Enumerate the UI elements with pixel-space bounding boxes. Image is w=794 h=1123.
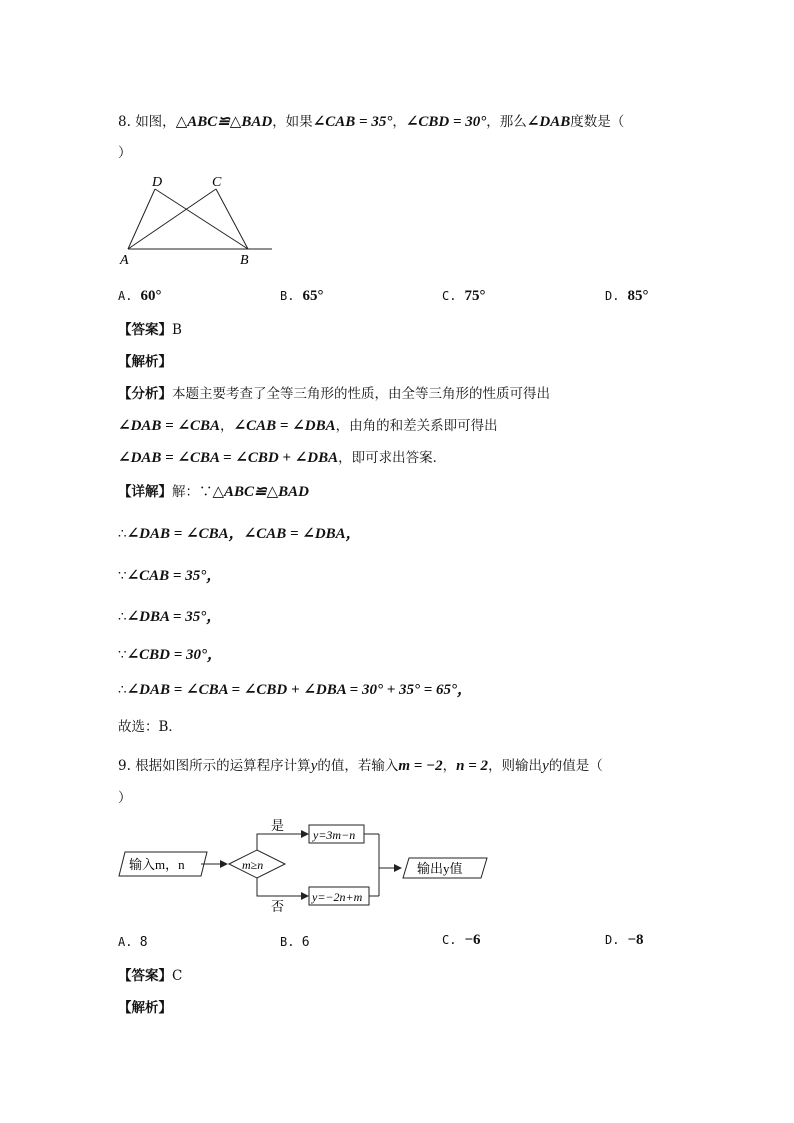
fenxi-sep: ， xyxy=(220,418,234,434)
q9-m-eq: m = −2 xyxy=(398,758,443,774)
q8-label-a: A xyxy=(120,253,129,268)
q8-sep: ， xyxy=(392,114,406,130)
option-letter: C. xyxy=(442,289,457,303)
step-symbol: ∴ xyxy=(118,609,127,625)
q8-step-3 xyxy=(118,607,221,627)
fenxi-label: 【分析】 xyxy=(118,386,172,402)
fenxi-eq1: ∠DAB = ∠CBA xyxy=(118,418,221,434)
q8-step-1 xyxy=(118,524,361,544)
answer-value: C xyxy=(172,968,183,984)
q9-answer xyxy=(118,966,182,986)
q9-post: 的值是（ xyxy=(548,758,603,774)
q9-label-yes: 是 xyxy=(271,818,285,833)
q8-analysis-label: 【解析】 xyxy=(118,354,172,370)
q8-post: 度数是（ xyxy=(570,114,625,130)
q8-fenxi-line3 xyxy=(118,448,446,468)
q8-step-4 xyxy=(118,645,222,665)
q8-given1: ∠CAB = 35° xyxy=(312,114,393,130)
fenxi-eq3: ∠DAB = ∠CBA = ∠CBD + ∠DBA xyxy=(118,450,339,466)
q8-segment-bd xyxy=(155,189,248,249)
q8-fenxi-line1 xyxy=(118,384,550,404)
q9-flowchart xyxy=(115,812,495,917)
fenxi-text3: ，即可求出答案． xyxy=(338,450,447,466)
option-value: 60° xyxy=(140,288,162,304)
step-expr: ∠DAB = ∠CBA = ∠CBD + ∠DBA = 30° + 35° = 65°， xyxy=(126,682,473,698)
q9-input-text: 输入m，n xyxy=(129,857,185,872)
q8-label-c: C xyxy=(212,175,222,190)
option-letter: A. xyxy=(118,935,133,949)
option-letter: D. xyxy=(605,289,620,303)
option-value: −8 xyxy=(627,932,644,948)
step-expr: ∠DBA = 35°， xyxy=(126,609,222,625)
detail-pre: 解：∵ xyxy=(172,484,213,500)
q9-n-eq: n = 2 xyxy=(456,758,489,774)
q9-var-y2: y xyxy=(542,758,549,774)
q8-segment-bc xyxy=(216,189,248,249)
step-symbol: ∵ xyxy=(118,647,127,663)
q8-option-d xyxy=(605,286,648,306)
q8-label-b: B xyxy=(240,253,249,268)
q8-answer xyxy=(118,320,182,340)
q9-decision-text: m≥n xyxy=(242,858,264,872)
q9-option-c xyxy=(442,930,481,950)
q9-top-box-text: y=3m−n xyxy=(313,828,356,842)
option-letter: C. xyxy=(442,933,457,947)
answer-value: B xyxy=(172,322,182,338)
q9-number: 9. xyxy=(118,758,131,774)
detail-congruence: △ABC≌△BAD xyxy=(212,484,309,500)
fenxi-text: 本题主要考查了全等三角形的性质，由全等三角形的性质可得出 xyxy=(172,386,550,402)
q8-triangle-figure xyxy=(112,170,272,270)
q9-bottom-box-text: y=−2n+m xyxy=(312,890,363,904)
q8-option-b xyxy=(280,286,323,306)
answer-label: 【答案】 xyxy=(118,322,172,338)
q8-given2: ∠CBD = 30° xyxy=(405,114,487,130)
q8-congruence: △ABC≌△BAD xyxy=(175,114,273,130)
q8-mid1: ，如果 xyxy=(272,114,313,130)
step-expr: ∠DAB = ∠CBA，∠CAB = ∠DBA， xyxy=(126,526,361,542)
q8-number: 8. xyxy=(118,114,131,130)
q8-fenxi-line2 xyxy=(118,416,498,436)
q9-option-b xyxy=(280,932,310,953)
q9-paren-close: ） xyxy=(118,790,132,806)
q8-step-5 xyxy=(118,680,472,700)
fenxi-text2: ，由角的和差关系即可得出 xyxy=(335,418,498,434)
step-expr: ∠CAB = 35°， xyxy=(126,568,222,584)
option-value: 75° xyxy=(464,288,486,304)
step-symbol: ∵ xyxy=(118,568,127,584)
q9-analysis-label: 【解析】 xyxy=(118,1000,172,1016)
answer-label: 【答案】 xyxy=(118,968,172,984)
q9-option-a xyxy=(118,932,148,953)
fenxi-eq2: ∠CAB = ∠DBA xyxy=(233,418,336,434)
option-letter: D. xyxy=(605,933,620,947)
option-value: 6 xyxy=(301,935,310,950)
q9-var-y: y xyxy=(310,758,318,774)
option-value: 8 xyxy=(139,935,148,950)
q9-pre: 根据如图所示的运算程序计算 xyxy=(135,758,311,774)
q8-detail-line xyxy=(118,482,309,502)
step-symbol: ∴ xyxy=(118,526,127,542)
step-expr: ∠CBD = 30°， xyxy=(126,647,223,663)
q8-option-c xyxy=(442,286,485,306)
q9-output-text: 输出y值 xyxy=(417,861,463,876)
q8-step-2 xyxy=(118,566,221,586)
detail-label: 【详解】 xyxy=(118,484,172,500)
q8-stem-line1 xyxy=(118,112,624,132)
q8-pre: 如图， xyxy=(135,114,176,130)
q8-paren-close: ） xyxy=(118,145,132,161)
option-value: −6 xyxy=(464,932,481,948)
q9-label-no: 否 xyxy=(271,899,285,914)
q8-target: ∠DAB xyxy=(526,114,571,130)
q9-option-d xyxy=(605,930,644,950)
option-letter: B. xyxy=(280,935,295,949)
q8-label-d: D xyxy=(152,175,163,190)
q9-arrow-yes xyxy=(257,834,308,850)
option-value: 65° xyxy=(302,288,324,304)
q8-conclusion: 故选：B． xyxy=(118,719,182,735)
q8-mid2: ，那么 xyxy=(486,114,527,130)
q9-mid2: ，则输出 xyxy=(488,758,543,774)
option-letter: A. xyxy=(118,289,133,303)
option-letter: B. xyxy=(280,289,295,303)
q9-stem-line1 xyxy=(118,756,603,776)
option-value: 85° xyxy=(627,288,649,304)
q9-arrow-no xyxy=(257,878,308,896)
q8-option-a xyxy=(118,286,161,306)
step-symbol: ∴ xyxy=(118,682,127,698)
q9-mid1: 的值，若输入 xyxy=(317,758,399,774)
q9-sep: ， xyxy=(442,758,457,774)
